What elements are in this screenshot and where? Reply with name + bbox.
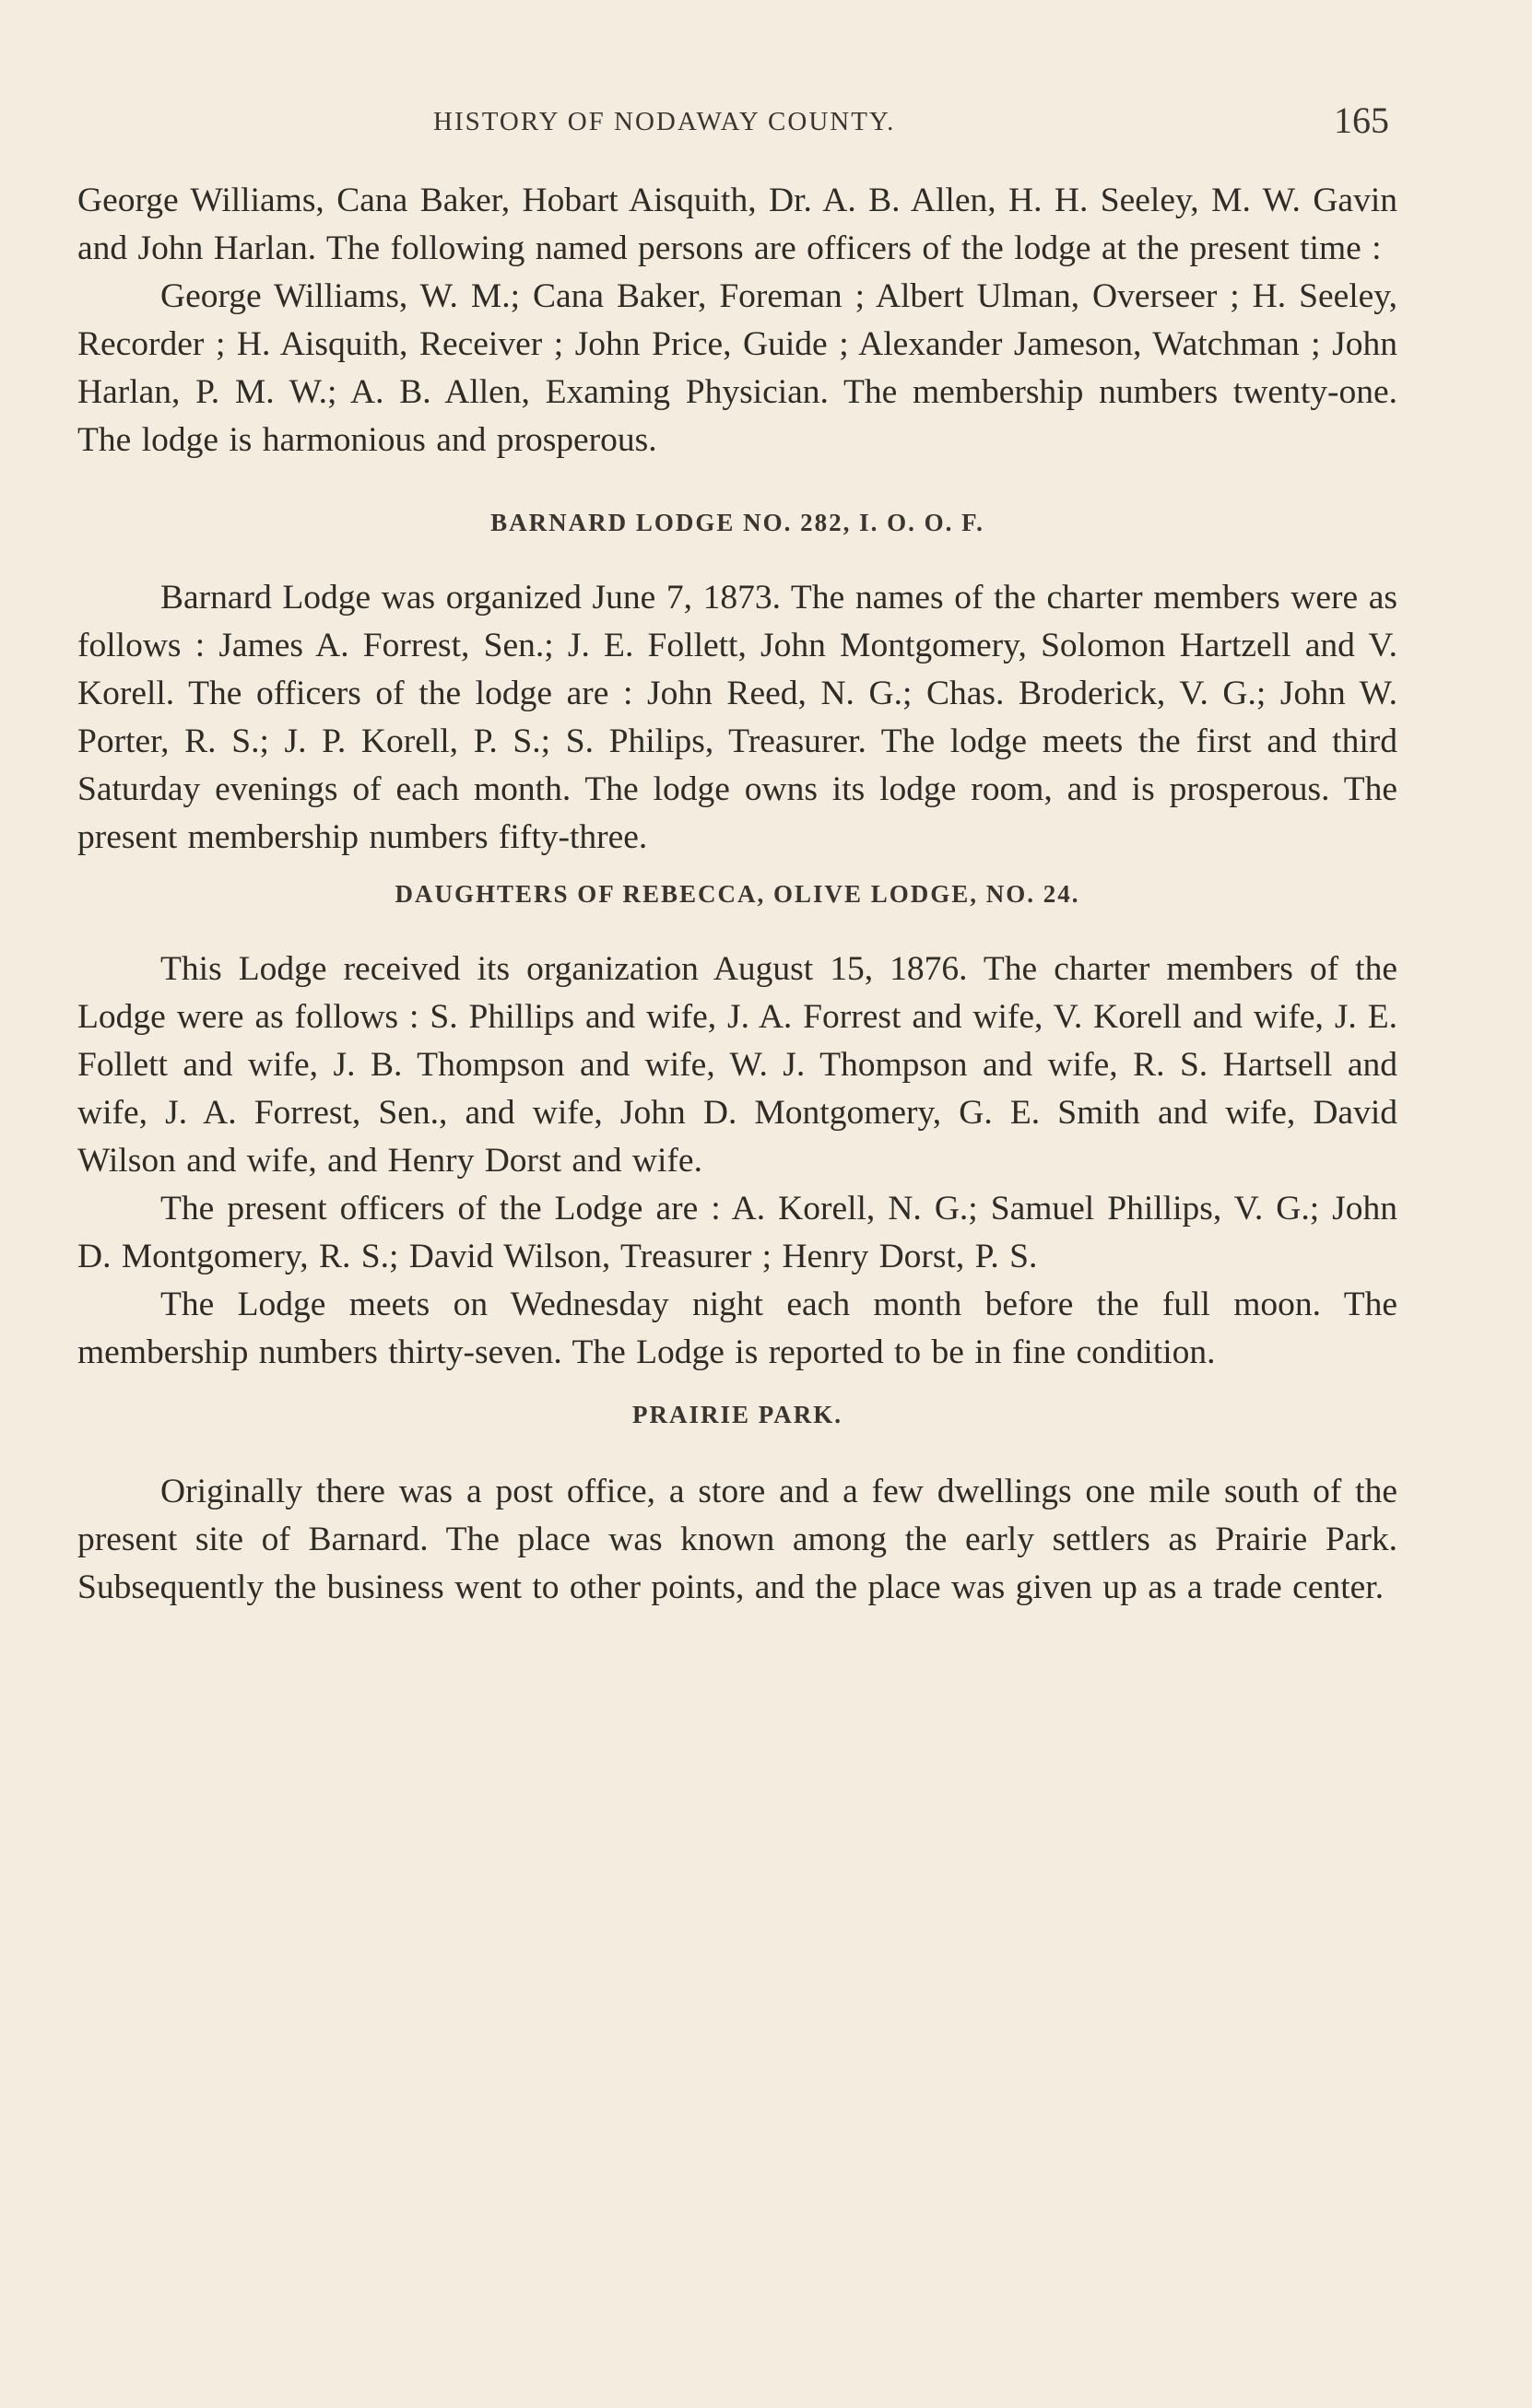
rebecca-paragraph-1: This Lodge received its organization August 15, 1876. The charter members of the Lodge were as follows : S. Phillips and wife, J. A. Forrest and wife, V. Korell and wife, J. E. Follett and wife, J. B. Thompson and wife, W. J. Thompson and wife, R. S. Hartsell and wife, J. A. Forrest, Sen., and wife, John D. Montgomery, G. E. Smith and wife, David Wilson and wife, and Henry Dorst and wife. <box>77 950 1397 1180</box>
prairie-paragraph-1: Originally there was a post office, a store and a few dwellings one mile south of the present site of Barnard. The place was known among the early settlers as Prairie Park. Subsequently the business went to other points, and the place was given up as a trade center. <box>77 1473 1397 1606</box>
intro-paragraph-2: George Williams, W. M.; Cana Baker, Foreman ; Albert Ulman, Overseer ; H. Seeley, Recorder ; H. Aisquith, Receiver ; John Price, Guide ; Alexander Jameson, Watchman ; John Harlan, P. M. W.; A. B. Allen, Examing Physician. The membership numbers twenty-one. The lodge is harmonious and prosperous. <box>77 277 1397 459</box>
rebecca-paragraph-2: The present officers of the Lodge are : A. Korell, N. G.; Samuel Phillips, V. G.; John D. Montgomery, R. S.; David Wilson, Treasurer ; Henry Dorst, P. S. <box>77 1190 1397 1275</box>
section-heading-prairie-park: PRAIRIE PARK. <box>632 1401 843 1428</box>
body-text <box>77 177 1397 1612</box>
running-header <box>0 100 1532 149</box>
section-heading-barnard-lodge: BARNARD LODGE NO. 282, I. O. O. F. <box>490 509 984 536</box>
section-heading-daughters-of-rebecca: DAUGHTERS OF REBECCA, OLIVE LODGE, NO. 24. <box>395 880 1080 908</box>
rebecca-paragraph-3: The Lodge meets on Wednesday night each month before the full moon. The membership numbers thirty-seven. The Lodge is reported to be in fine condition. <box>77 1286 1397 1371</box>
page-number: 165 <box>1334 100 1389 141</box>
barnard-paragraph-1: Barnard Lodge was organized June 7, 1873. The names of the charter members were as follows : James A. Forrest, Sen.; J. E. Follett, John Montgomery, Solomon Hartzell and V. Korell. The officers of the lodge are : John Reed, N. G.; Chas. Broderick, V. G.; John W. Porter, R. S.; J. P. Korell, P. S.; S. Philips, Treasurer. The lodge meets the first and third Saturday evenings of each month. The lodge owns its lodge room, and is prosperous. The present membership numbers fifty-three. <box>77 579 1397 856</box>
running-title: HISTORY OF NODAWAY COUNTY. <box>433 107 896 136</box>
intro-paragraph-1: George Williams, Cana Baker, Hobart Aisquith, Dr. A. B. Allen, H. H. Seeley, M. W. Gavin and John Harlan. The following named persons are officers of the lodge at the present time : <box>77 182 1397 267</box>
